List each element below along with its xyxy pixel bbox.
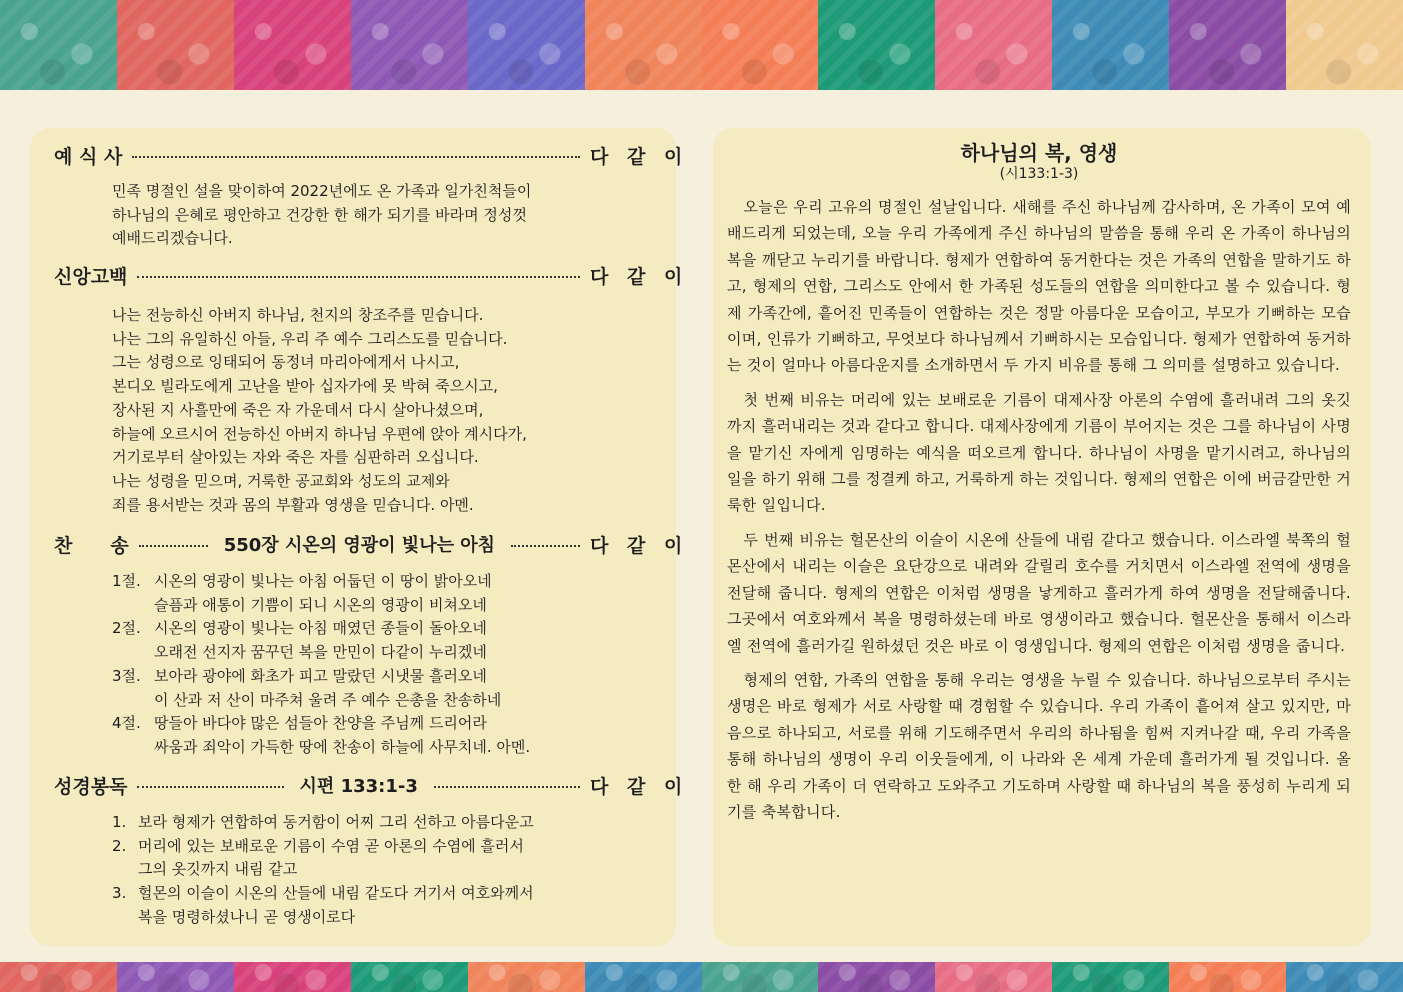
creed-text (112, 304, 672, 517)
dotted-leader (434, 786, 580, 788)
opening-text (112, 180, 672, 251)
top-color-block (0, 0, 117, 90)
top-color-block (585, 0, 702, 90)
section-header-scripture (54, 770, 689, 800)
top-color-block (234, 0, 351, 90)
bottom-color-block (1169, 962, 1286, 992)
hymn-verse (112, 570, 672, 594)
dotted-leader (132, 156, 580, 158)
section-performer: 다 같 이 (590, 265, 689, 288)
bottom-color-block (702, 962, 819, 992)
verse-number: 2절. (112, 619, 141, 638)
top-color-block (351, 0, 468, 90)
text-line: 죄를 용서받는 것과 몸의 부활과 영생을 믿습니다. 아멘. (112, 495, 474, 514)
sermon-reference: (시133:1-3) (999, 166, 1079, 182)
text-line: 민족 명절인 설을 맞이하여 2022년에도 온 가족과 일가친척들이 (112, 182, 532, 200)
bottom-color-block (935, 962, 1052, 992)
hymn-verse (112, 712, 672, 736)
dotted-leader (139, 545, 208, 547)
scripture-verse (112, 835, 672, 859)
verse-line: 그의 옷깃까지 내림 같고 (138, 860, 298, 879)
verse-line: 슬픔과 애통이 기쁨이 되니 시온의 영광이 비쳐오네 (154, 595, 487, 614)
section-performer: 다 같 이 (590, 775, 689, 798)
sermon-paragraph: 첫 번째 비유는 머리에 있는 보배로운 기름이 대제사장 아론의 수염에 흘러내려 그의 옷깃까지 흘러내리는 것과 같다고 합니다. 대제사장에게 기름이 부어지는 것은 그를 하나님이 사명을 맡기신 자에게 임명하는 예식을 떠오르게 합니다. 하나님이 사명을 맡기시려고, 하나님의 일을 하기 위해 그를 정결케 하고, 거룩하게 하는 것입니다. 형제의 연합은 이에 버금갈만한 거룩한 일입니다. (727, 390, 1351, 515)
top-color-block (702, 0, 819, 90)
order-of-worship-panel (30, 128, 689, 946)
section-label: 찬 송 (54, 534, 129, 557)
verse-line: 머리에 있는 보배로운 기름이 수염 곧 아론의 수염에 흘러서 (138, 836, 524, 855)
top-color-block (1052, 0, 1169, 90)
verse-number: 4절. (112, 714, 141, 733)
scripture-verse (112, 882, 672, 906)
bottom-color-block (585, 962, 702, 992)
bottom-color-block (1286, 962, 1403, 992)
verse-line: 시온의 영광이 빛나는 아침 매였던 종들이 돌아오네 (154, 619, 487, 638)
section-label: 성경봉독 (54, 775, 128, 798)
section-performer: 다 같 이 (590, 145, 689, 168)
verse-line: 헐몬의 이슬이 시온의 산들에 내림 같도다 거기서 여호와께서 (138, 884, 534, 903)
text-line: 장사된 지 사흘만에 죽은 자 가운데서 다시 살아나셨으며, (112, 400, 484, 419)
top-decorative-band (0, 0, 1403, 90)
scripture-reference: 시편 133:1-3 (294, 772, 424, 798)
section-header-creed (54, 260, 689, 290)
text-line: 나는 전능하신 아버지 하나님, 천지의 창조주를 믿습니다. (112, 306, 484, 324)
verse-line: 시온의 영광이 빛나는 아침 어둡던 이 땅이 밝아오네 (154, 572, 492, 590)
top-color-block (117, 0, 234, 90)
dotted-leader (137, 276, 580, 278)
text-line: 나는 성령을 믿으며, 거룩한 공교회와 성도의 교제와 (112, 471, 450, 490)
text-line: 하나님의 은혜로 평안하고 건강한 한 해가 되기를 바라며 정성껏 (112, 205, 527, 224)
bottom-color-block (468, 962, 585, 992)
verse-number: 1. (112, 813, 127, 831)
verse-number: 3절. (112, 666, 141, 685)
verse-line: 땅들아 바다야 많은 섬들아 찬양을 주님께 드리어라 (154, 714, 487, 733)
bottom-color-block (818, 962, 935, 992)
scripture-verses (112, 811, 672, 930)
hymn-verses (112, 570, 672, 760)
sermon-paragraph: 두 번째 비유는 헐몬산의 이슬이 시온에 산들에 내림 같다고 했습니다. 이스라엘 북쪽의 헐몬산에서 내리는 이슬은 요단강으로 내려와 갈릴리 호수를 거치면서 이스라엘 전역에 생명을 전달해 줍니다. 형제의 연합은 이처럼 생명을 낳게하고 흘러가게 하여 생명을 전달해줍니다. 그곳에서 여호와께서 복을 명령하셨는데 바로 영생이라고 했습니다. 헐몬산을 통해서 이스라엘 전역에 흘러가길 원하셨던 것은 바로 이 영생입니다. 형제의 연합은 이처럼 생명을 줍니다. (727, 530, 1351, 655)
top-color-block (1286, 0, 1403, 90)
hymn-verse (112, 665, 672, 689)
top-color-block (468, 0, 585, 90)
verse-line: 보아라 광야에 화초가 피고 말랐던 시냇물 흘러오네 (154, 666, 487, 685)
verse-line: 오래전 선지자 꿈꾸던 복을 만민이 다같이 누리겠네 (154, 643, 487, 662)
verse-number: 2. (112, 836, 127, 855)
text-line: 본디오 빌라도에게 고난을 받아 십자가에 못 박혀 죽으시고, (112, 377, 498, 396)
top-color-block (935, 0, 1052, 90)
verse-number: 1절. (112, 572, 141, 590)
bottom-color-block (0, 962, 117, 992)
section-performer: 다 같 이 (590, 534, 689, 557)
scripture-verse (112, 811, 672, 835)
verse-number: 3. (112, 884, 127, 903)
bottom-decorative-band (0, 962, 1403, 992)
verse-line: 싸움과 죄악이 가득한 땅에 찬송이 하늘에 사무치네. 아멘. (154, 737, 531, 756)
dotted-leader (511, 545, 580, 547)
hymn-title: 550장 시온의 영광이 빛나는 아침 (218, 531, 501, 557)
text-line: 하늘에 오르시어 전능하신 아버지 하나님 우편에 앉아 계시다가, (112, 424, 527, 443)
text-line: 그는 성령으로 잉태되어 동정녀 마리아에게서 나시고, (112, 353, 460, 372)
bottom-color-block (234, 962, 351, 992)
section-header-hymn (54, 529, 689, 559)
bottom-color-block (117, 962, 234, 992)
verse-line: 이 산과 저 산이 마주쳐 울려 주 예수 은총을 찬송하네 (154, 690, 502, 709)
hymn-verse (112, 617, 672, 641)
verse-line: 복을 명령하셨나니 곧 영생이로다 (138, 907, 356, 926)
text-line: 예배드리겠습니다. (112, 229, 233, 248)
bottom-color-block (351, 962, 468, 992)
section-label: 신앙고백 (54, 265, 128, 288)
sermon-paragraph: 오늘은 우리 고유의 명절인 설날입니다. 새해를 주신 하나님께 감사하며, 온 가족이 모여 예배드리게 되었는데, 오늘 우리 가족에게 주신 하나님의 말씀을 통해 우리 온 가족이 하나님의 복을 깨닫고 누리기를 바랍니다. 형제가 연합하여 동거한다는 것은 가족의 연합을 말하기도 하고, 형제의 연합, 그리스도 안에서 한 가족된 성도들의 연합을 의미한다고 볼 수 있습니다. 형제 가족간에, 흩어진 민족들이 연합하는 것은 정말 아름다운 모습이고, 부모가 기뻐하는 모습이며, 인류가 기뻐하고, 무엇보다 하나님께서 기뻐하시는 모습입니다. 형제가 연합하여 동거하는 것이 얼마나 아름다운지를 소개하면서 두 가지 비유를 통해 그 의미를 설명하고 있습니다. (727, 198, 1351, 375)
section-label: 예 식 사 (54, 145, 123, 168)
text-line: 나는 그의 유일하신 아들, 우리 주 예수 그리스도를 믿습니다. (112, 329, 508, 348)
sermon-panel (713, 128, 1371, 946)
verse-line: 보라 형제가 연합하여 동거함이 어찌 그리 선하고 아름다운고 (138, 813, 534, 831)
sermon-title: 하나님의 복, 영생 (960, 141, 1118, 165)
bottom-color-block (1052, 962, 1169, 992)
top-color-block (818, 0, 935, 90)
top-color-block (1169, 0, 1286, 90)
text-line: 거기로부터 살아있는 자와 죽은 자를 심판하러 오십니다. (112, 448, 479, 467)
section-header-opening (54, 140, 689, 170)
dotted-leader (137, 786, 283, 788)
sermon-paragraph: 형제의 연합, 가족의 연합을 통해 우리는 영생을 누릴 수 있습니다. 하나님으로부터 주시는 생명은 바로 형제가 서로 사랑할 때 경험할 수 있습니다. 우리 가족이 흩어져 살고 있지만, 마음으로 하나되고, 서로를 위해 기도해주면서 우리의 하나됨을 힘써 지켜나갈 때, 우리 가족을 통해 하나님의 생명이 우리 이웃들에게, 이 나라와 온 세계 가운데 흘러가게 될 것입니다. 올 한 해 우리 가족이 더 연락하고 도와주고 기도하며 사랑할 때 하나님의 복을 풍성히 누리게 되기를 축복합니다. (727, 670, 1351, 821)
